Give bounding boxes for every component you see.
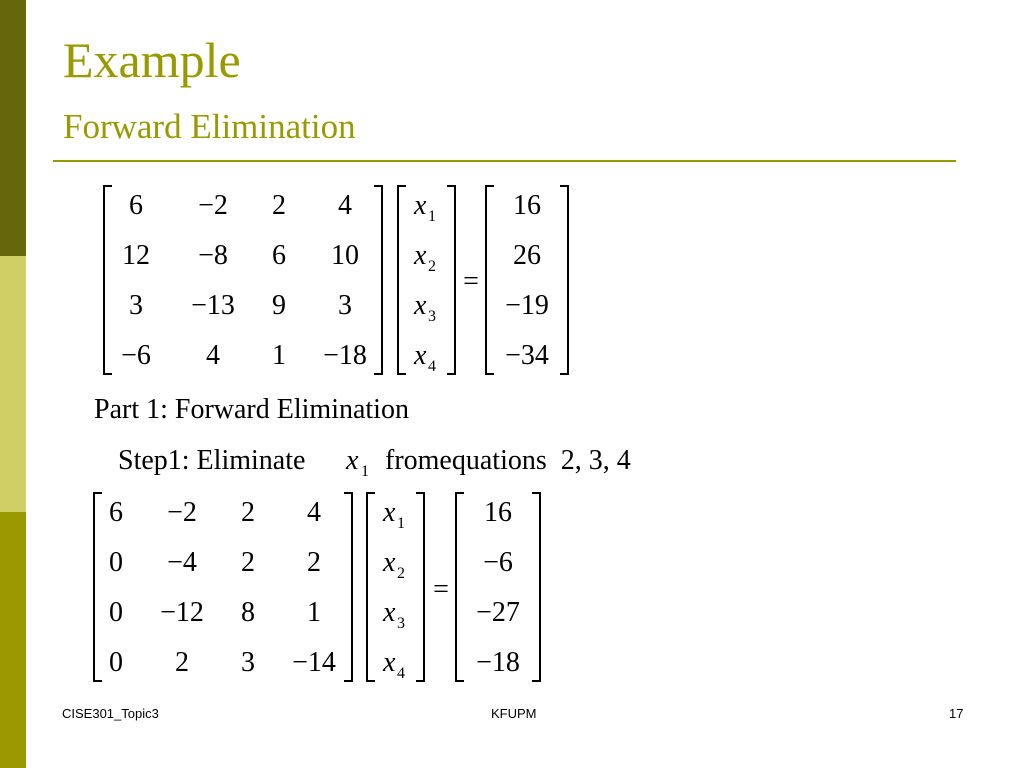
variable-subscript: 4 [397,665,405,682]
matrix-cell: −12 [160,597,204,628]
matrix-cell: 4 [206,340,220,371]
variable-subscript: 3 [428,308,436,325]
matrix-cell: 3 [129,290,143,321]
matrix-cell: 0 [109,647,123,678]
matrix-cell: −13 [191,290,235,321]
matrix-cell: 2 [175,647,189,678]
matrix-cell: 4 [338,190,352,221]
rhs-cell: 26 [513,240,541,271]
matrix-cell: 2 [241,497,255,528]
step-variable: x [346,445,359,476]
matrix-cell: 6 [129,190,143,221]
matrix-cell: −2 [198,190,228,221]
bracket [532,493,540,681]
equals-sign: = [463,266,479,297]
matrix-cell: 12 [122,240,150,271]
matrix-cell: −2 [167,497,197,528]
slide-subtitle: Forward Elimination [63,107,356,146]
bracket [416,493,424,681]
variable: x [414,240,427,271]
variable: x [414,340,427,371]
matrix-cell: 2 [272,190,286,221]
variable: x [383,647,396,678]
equals-sign: = [433,574,449,605]
matrix-cell: 0 [109,547,123,578]
matrix-cell: 9 [272,290,286,321]
bracket [104,186,112,374]
step-variable-subscript: 1 [361,463,369,480]
matrix-cell: −6 [121,340,151,371]
matrix-cell: 8 [241,597,255,628]
matrix-cell: −8 [198,240,228,271]
matrix-cell: 3 [241,647,255,678]
step-tail: fromequations 2, 3, 4 [385,445,631,476]
bracket [486,186,494,374]
rhs-cell: −19 [505,290,549,321]
matrix-cell: 6 [272,240,286,271]
matrix-cell: 10 [331,240,359,271]
variable: x [414,190,427,221]
rhs-cell: −34 [505,340,549,371]
bracket [560,186,568,374]
variable-subscript: 4 [428,358,436,375]
matrix-cell: 4 [307,497,321,528]
variable: x [414,290,427,321]
matrix-cell: 6 [109,497,123,528]
matrix-cell: −18 [323,340,367,371]
rhs-cell: −18 [476,647,520,678]
rhs-cell: −27 [476,597,520,628]
bracket [344,493,352,681]
part-label: Part 1: Forward Elimination [94,394,409,425]
bracket [456,493,464,681]
footer-course: CISE301_Topic3 [62,706,159,721]
variable-subscript: 2 [428,258,436,275]
variable-subscript: 2 [397,565,405,582]
rhs-cell: 16 [513,190,541,221]
matrix-cell: 1 [307,597,321,628]
footer-institution: KFUPM [491,706,537,721]
matrix-cell: 3 [338,290,352,321]
bracket [374,186,382,374]
variable: x [383,597,396,628]
matrix-cell: 2 [307,547,321,578]
variable: x [383,547,396,578]
bracket [367,493,375,681]
slide-title: Example [63,32,241,88]
matrix-cell: 2 [241,547,255,578]
matrix-cell: 0 [109,597,123,628]
matrix-cell: 1 [272,340,286,371]
matrix-cell: −14 [292,647,336,678]
variable-subscript: 1 [428,208,436,225]
step-label: Step1: Eliminate [118,445,306,476]
rhs-cell: 16 [484,497,512,528]
rhs-cell: −6 [483,547,513,578]
bracket [398,186,406,374]
matrix-cell: −4 [167,547,197,578]
bracket [447,186,455,374]
bracket [94,493,102,681]
variable-subscript: 3 [397,615,405,632]
variable: x [383,497,396,528]
footer-page-number: 17 [949,706,964,721]
variable-subscript: 1 [397,515,405,532]
